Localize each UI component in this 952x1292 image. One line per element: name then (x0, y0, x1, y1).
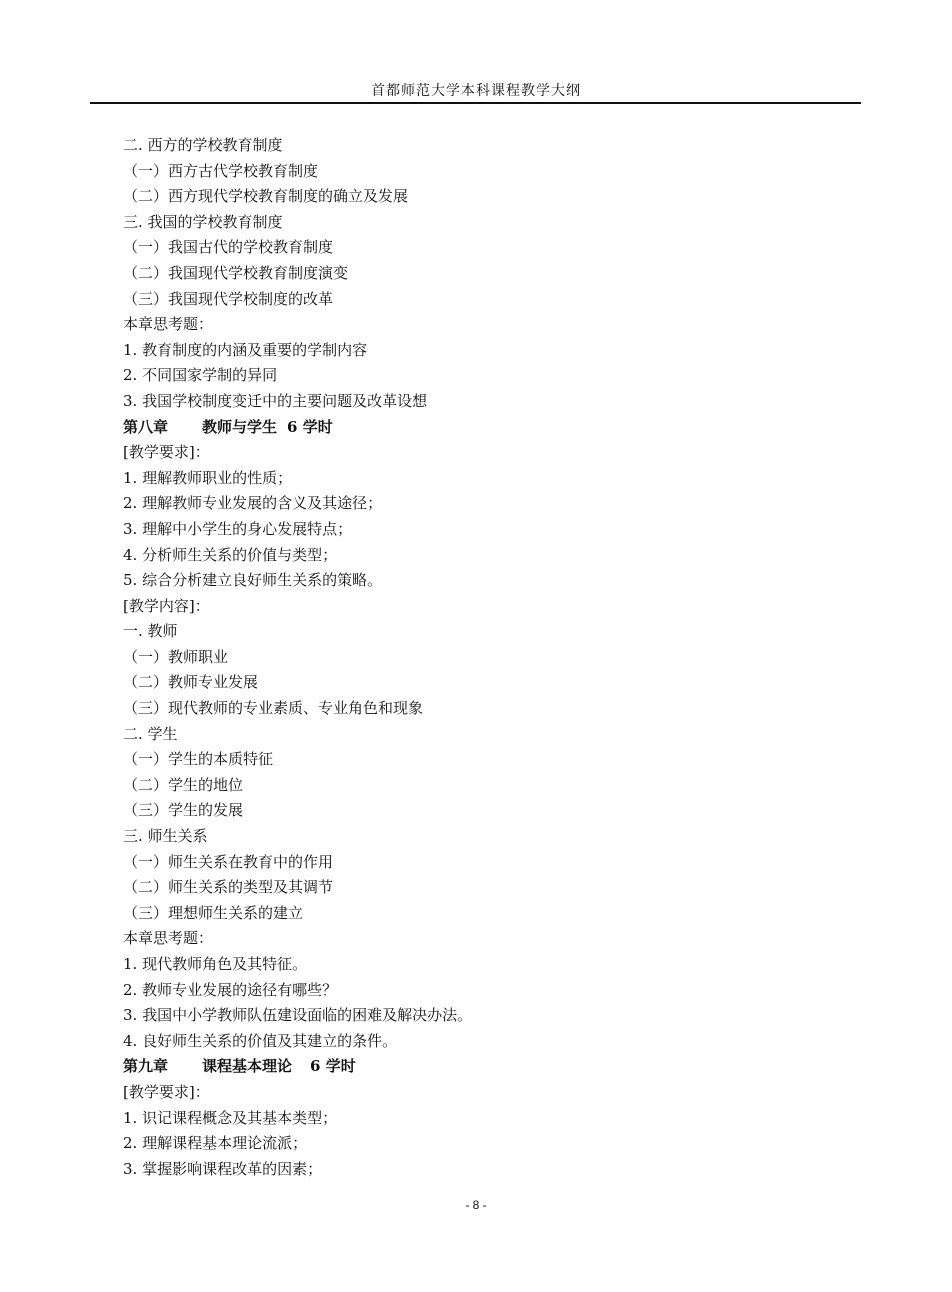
text-line: 2. 不同国家学制的异同 (123, 366, 278, 385)
page-number: - 8 - (465, 1198, 487, 1212)
text-line: 二. 西方的学校教育制度 (123, 136, 283, 154)
chapter-heading-9 (123, 1054, 843, 1080)
text-line: 1. 教育制度的内涵及重要的学制内容 (123, 340, 368, 359)
chapter-heading-8 (123, 415, 843, 441)
text-line: 4. 良好师生关系的价值及其建立的条件。 (123, 1031, 398, 1050)
text-line: 1. 现代教师角色及其特征。 (123, 955, 308, 973)
text-line: （一）教师职业 (123, 647, 229, 666)
text-line: （二）教师专业发展 (123, 673, 259, 692)
text-line: （一）西方古代学校教育制度 (123, 161, 319, 180)
header-rule (90, 102, 861, 104)
text-line: （二）西方现代学校教育制度的确立及发展 (123, 187, 409, 206)
chapter-hours: 6 学时 (287, 417, 333, 436)
text-line: （一）师生关系在教育中的作用 (123, 852, 334, 871)
chapter-title: 教师与学生 (202, 417, 278, 436)
text-line: 3. 掌握影响课程改革的因素； (123, 1159, 323, 1178)
text-line: 3. 我国中小学教师队伍建设面临的困难及解决办法。 (123, 1006, 473, 1025)
text-line: 本章思考题： (123, 315, 214, 334)
chapter-number: 第八章 (123, 417, 169, 436)
text-line: 1. 理解教师职业的性质； (123, 468, 293, 487)
text-line: [教学要求]： (123, 1082, 210, 1101)
text-line: [教学内容]： (123, 596, 210, 615)
text-line: 本章思考题： (123, 929, 214, 948)
text-line: [教学要求]： (123, 443, 210, 462)
text-line: 5. 综合分析建立良好师生关系的策略。 (123, 571, 383, 590)
chapter-number: 第九章 (123, 1057, 169, 1076)
text-line: 2. 教师专业发展的途径有哪些？ (123, 980, 338, 999)
chapter-title: 课程基本理论 (202, 1057, 293, 1076)
text-line: （二）学生的地位 (123, 775, 244, 794)
text-line: 3. 理解中小学生的身心发展特点； (123, 519, 353, 538)
text-line: （三）学生的发展 (123, 801, 244, 820)
text-line: 二. 学生 (123, 724, 178, 743)
text-line: 2. 理解课程基本理论流派； (123, 1134, 308, 1153)
text-line: 2. 理解教师专业发展的含义及其途径； (123, 494, 383, 513)
text-line: （一）我国古代的学校教育制度 (123, 238, 334, 257)
text-line: （三）理想师生关系的建立 (123, 903, 304, 922)
text-line: （三）我国现代学校制度的改革 (123, 289, 334, 308)
text-line: 1. 识记课程概念及其基本类型； (123, 1108, 338, 1127)
text-line: 3. 我国学校制度变迁中的主要问题及改革设想 (123, 391, 428, 410)
page-header: 首都师范大学本科课程教学大纲 (371, 83, 581, 99)
text-line: 三. 我国的学校教育制度 (123, 212, 283, 231)
chapter-hours: 6 学时 (310, 1057, 356, 1076)
text-line: （二）我国现代学校教育制度演变 (123, 263, 349, 282)
text-line: 一. 教师 (123, 622, 178, 641)
text-line: 三. 师生关系 (123, 827, 208, 846)
text-line: （二）师生关系的类型及其调节 (123, 878, 334, 897)
text-line: 4. 分析师生关系的价值与类型； (123, 545, 338, 564)
text-line: （三）现代教师的专业素质、专业角色和现象 (123, 699, 424, 718)
document-body (123, 133, 843, 1182)
text-line: （一）学生的本质特征 (123, 750, 274, 769)
